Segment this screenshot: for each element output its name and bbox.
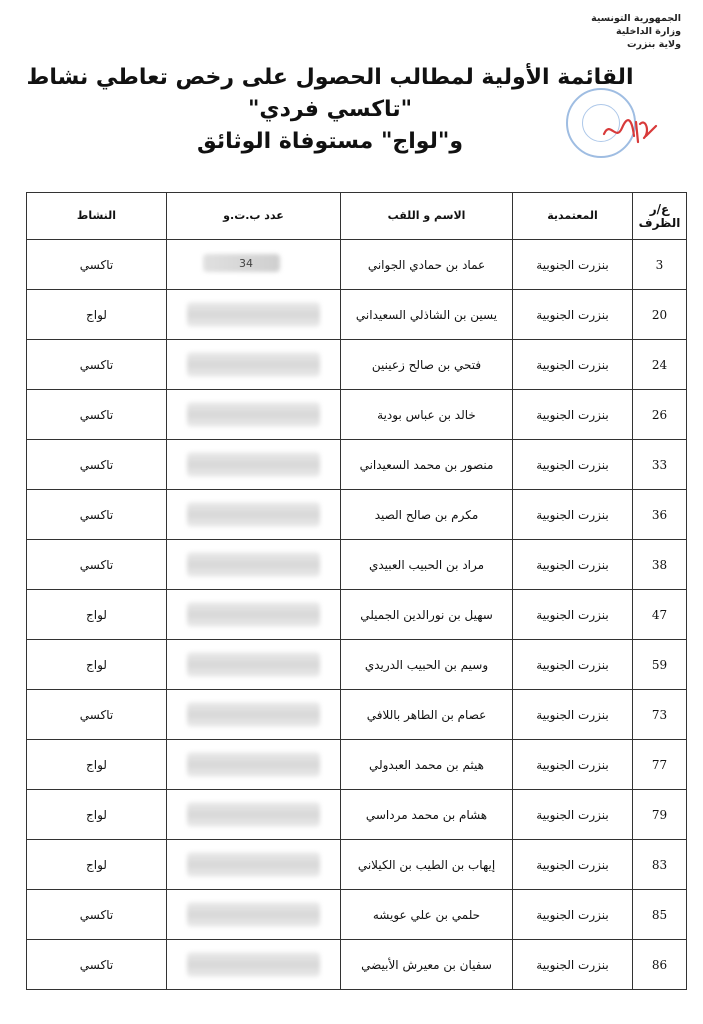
header-country: الجمهورية التونسية (591, 13, 681, 24)
table-row (27, 790, 687, 840)
cell-number: 26 (633, 390, 687, 440)
cell-delegation: بنزرت الجنوبية (513, 790, 633, 840)
redacted-id-mark (187, 652, 320, 677)
table-row (27, 640, 687, 690)
cell-number: 79 (633, 790, 687, 840)
cell-number: 47 (633, 590, 687, 640)
redacted-id-mark (187, 302, 320, 327)
cell-id (167, 390, 341, 440)
cell-activity: لواج (27, 840, 167, 890)
cell-activity: تاكسي (27, 240, 167, 290)
cell-delegation: بنزرت الجنوبية (513, 740, 633, 790)
table-row (27, 490, 687, 540)
redacted-id-mark (187, 902, 320, 927)
cell-activity: تاكسي (27, 490, 167, 540)
header-name: الاسم و اللقب (341, 193, 513, 240)
cell-number: 86 (633, 940, 687, 990)
table-row (27, 890, 687, 940)
cell-name: يسين بن الشاذلي السعيداني (341, 290, 513, 340)
cell-number: 24 (633, 340, 687, 390)
table-row (27, 740, 687, 790)
redacted-id-mark (187, 752, 320, 777)
cell-name: سهيل بن نورالدين الجميلي (341, 590, 513, 640)
cell-id (167, 240, 341, 290)
cell-id (167, 340, 341, 390)
table-row (27, 340, 687, 390)
cell-id (167, 690, 341, 740)
cell-name: عماد بن حمادي الجواني (341, 240, 513, 290)
cell-activity: لواج (27, 740, 167, 790)
cell-number: 85 (633, 890, 687, 940)
cell-delegation: بنزرت الجنوبية (513, 640, 633, 690)
table-row (27, 440, 687, 490)
cell-number: 38 (633, 540, 687, 590)
redacted-id-mark (187, 502, 320, 527)
cell-id (167, 540, 341, 590)
redacted-id-mark (187, 552, 320, 577)
redacted-id-mark (187, 702, 320, 727)
cell-number: 3 (633, 240, 687, 290)
cell-activity: تاكسي (27, 340, 167, 390)
title-line-2: و"لواج" مستوفاة الوثائق (196, 129, 463, 154)
cell-delegation: بنزرت الجنوبية (513, 890, 633, 940)
table-row (27, 940, 687, 990)
cell-delegation: بنزرت الجنوبية (513, 540, 633, 590)
header-delegation: المعتمدية (513, 193, 633, 240)
cell-delegation: بنزرت الجنوبية (513, 690, 633, 740)
cell-delegation: بنزرت الجنوبية (513, 290, 633, 340)
cell-number: 36 (633, 490, 687, 540)
header-activity: النشاط (27, 193, 167, 240)
cell-number: 33 (633, 440, 687, 490)
cell-id (167, 840, 341, 890)
redacted-id-mark (187, 952, 320, 977)
redacted-id-mark (187, 352, 320, 377)
table-row (27, 690, 687, 740)
cell-delegation: بنزرت الجنوبية (513, 440, 633, 490)
cell-name: خالد بن عباس بودية (341, 390, 513, 440)
cell-id (167, 440, 341, 490)
cell-name: سفيان بن معيرش الأبيضي (341, 940, 513, 990)
cell-delegation: بنزرت الجنوبية (513, 340, 633, 390)
cell-name: هشام بن محمد مرداسي (341, 790, 513, 840)
cell-name: عصام بن الطاهر باللافي (341, 690, 513, 740)
title-line-1: القائمة الأولية لمطالب الحصول على رخص تعاطي نشاط "تاكسي فردي" (26, 65, 634, 122)
cell-name: وسيم بن الحبيب الدريدي (341, 640, 513, 690)
cell-delegation: بنزرت الجنوبية (513, 390, 633, 440)
redacted-id-mark (187, 452, 320, 477)
signature-icon (600, 112, 660, 152)
cell-name: مكرم بن صالح الصيد (341, 490, 513, 540)
cell-delegation: بنزرت الجنوبية (513, 940, 633, 990)
table-row (27, 240, 687, 290)
cell-name: منصور بن محمد السعيداني (341, 440, 513, 490)
cell-id (167, 790, 341, 840)
cell-number: 77 (633, 740, 687, 790)
cell-activity: تاكسي (27, 690, 167, 740)
cell-id (167, 640, 341, 690)
cell-activity: لواج (27, 790, 167, 840)
cell-id (167, 740, 341, 790)
header-governorate: ولاية بنزرت (627, 39, 681, 50)
table-row (27, 540, 687, 590)
header-num: ع/ر الظرف (633, 193, 687, 240)
redacted-id-mark (187, 852, 320, 877)
cell-number: 20 (633, 290, 687, 340)
redacted-id-mark (187, 602, 320, 627)
cell-name: مراد بن الحبيب العبيدي (341, 540, 513, 590)
cell-activity: لواج (27, 290, 167, 340)
cell-name: فتحي بن صالح زعينين (341, 340, 513, 390)
cell-id (167, 490, 341, 540)
cell-delegation: بنزرت الجنوبية (513, 490, 633, 540)
cell-delegation: بنزرت الجنوبية (513, 240, 633, 290)
cell-activity: تاكسي (27, 540, 167, 590)
header-ministry: وزارة الداخلية (616, 26, 681, 37)
cell-delegation: بنزرت الجنوبية (513, 840, 633, 890)
id-partial-text: 34 (239, 257, 253, 270)
cell-id (167, 940, 341, 990)
page-title (20, 62, 640, 158)
cell-activity: تاكسي (27, 440, 167, 490)
cell-id (167, 590, 341, 640)
cell-name: حلمي بن علي عويشه (341, 890, 513, 940)
cell-id (167, 290, 341, 340)
cell-activity: لواج (27, 590, 167, 640)
table-header-row (27, 193, 687, 240)
applicants-table (26, 192, 687, 990)
table-row (27, 290, 687, 340)
cell-number: 59 (633, 640, 687, 690)
redacted-id-mark (187, 402, 320, 427)
cell-name: هيثم بن محمد العبدولي (341, 740, 513, 790)
cell-number: 83 (633, 840, 687, 890)
table-row (27, 590, 687, 640)
cell-number: 73 (633, 690, 687, 740)
cell-id (167, 890, 341, 940)
table-row (27, 390, 687, 440)
cell-activity: تاكسي (27, 390, 167, 440)
cell-activity: تاكسي (27, 890, 167, 940)
cell-delegation: بنزرت الجنوبية (513, 590, 633, 640)
redacted-id-mark (187, 802, 320, 827)
header-id: عدد ب.ت.و (167, 193, 341, 240)
cell-activity: تاكسي (27, 940, 167, 990)
ministry-header (591, 12, 681, 51)
cell-activity: لواج (27, 640, 167, 690)
table-row (27, 840, 687, 890)
cell-name: إيهاب بن الطيب بن الكيلاني (341, 840, 513, 890)
